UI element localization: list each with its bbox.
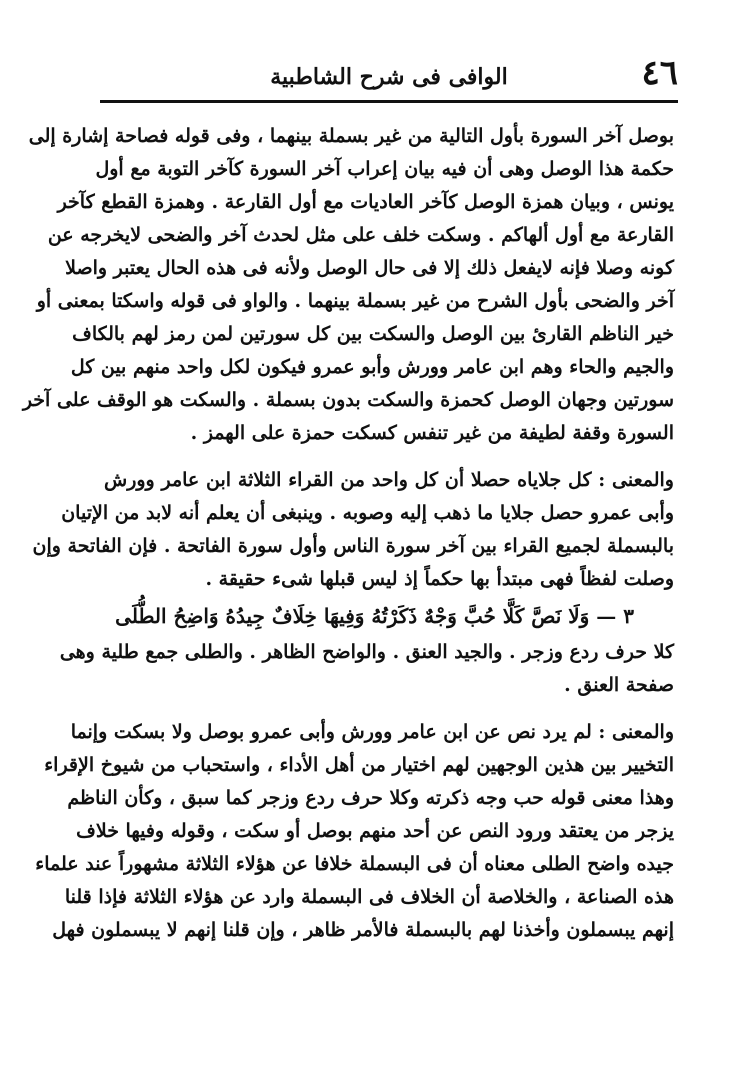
verse-line: [104, 596, 674, 636]
text-line: وهذا معنى قوله حب وجه ذكرته وكلا حرف ردع وزجر كما سبق ، وكأن الناظم: [67, 787, 674, 809]
paragraph-gap: [104, 702, 674, 716]
verse-hemistich-1: وَلَا نَصَّ كَلَّا حُبَّ وَجْهٌ ذَكَرْتُهُ: [371, 604, 590, 628]
text-line: خير الناظم القارئ بين الوصل والسكت بين كل سورتين لمن رمز لهم بالكاف: [72, 323, 674, 345]
text-line: بوصل آخر السورة بأول التالية من غير بسملة بينهما ، وفى قوله فصاحة إشارة إلى: [28, 125, 674, 147]
text-line: والمعنى : لم يرد نص عن ابن عامر وورش وأبى عمرو بوصل ولا بسكت وإنما: [70, 721, 674, 743]
text-line: كلا حرف ردع وزجر . والجيد العنق . والواضح الظاهر . والطلى جمع طلية وهى: [59, 641, 674, 663]
text-line: يونس ، وبيان همزة الوصل كآخر العاديات مع أول القارعة . وهمزة القطع كآخر: [57, 191, 674, 213]
paragraph-4: [35, 716, 674, 947]
text-line: القارعة مع أول ألهاكم . وسكت خلف على مثل لحدث آخر والضحى لايخرجه عن: [47, 224, 674, 246]
page-number: ٤٦: [641, 53, 678, 93]
text-line: وصلت لفظاً فهى مبتدأ بها حكماً إذ ليس قبلها شىء حقيقة .: [205, 568, 674, 590]
text-line: وأبى عمرو حصل جلايا ما ذهب إليه وصوبه . وينبغى أن يعلم أنه لابد من الإتيان: [61, 502, 674, 524]
text-line: كونه وصلا فإنه لايفعل ذلك إلا فى حال الوصل ولأنه فى هذه الحال يعتبر واصلا: [65, 257, 674, 279]
paragraph-1: [22, 120, 674, 450]
text-line: التخيير بين هذين الوجهين لهم اختيار من أهل الأداء ، واستحباب من شيوخ الإقراء: [44, 754, 674, 776]
paragraph-gap: [104, 450, 674, 464]
paragraph-2: [32, 464, 674, 596]
verse-hemistich-2: وَفِيهَا خِلَافٌ جِيدُهُ وَاضِحُ الطُّلَى: [115, 604, 365, 628]
header-rule: [100, 100, 678, 103]
text-line: آخر والضحى بأول الشرح من غير بسملة بينهما . والواو فى قوله واسكتا بمعنى أو: [36, 290, 674, 312]
text-line: هذه الصناعة ، والخلاصة أن الخلاف فى البسملة وارد عن هؤلاء الثلاثة فإذا قلنا: [64, 886, 674, 908]
text-line: يزجر من يعتقد ورود النص عن أحد منهم بوصل أو سكت ، وقوله وفيها خلاف: [76, 820, 674, 842]
text-line: صفحة العنق .: [564, 674, 674, 696]
text-line: السورة وقفة لطيفة من غير تنفس كسكت حمزة على الهمز .: [190, 422, 674, 444]
text-line: حكمة هذا الوصل وهى أن فيه بيان إعراب آخر السورة كآخر التوبة مع أول: [95, 158, 674, 180]
paragraph-3: [59, 636, 674, 702]
running-title: الوافى فى شرح الشاطبية: [270, 64, 508, 90]
text-line: بالبسملة لجميع القراء بين آخر سورة الناس وأول سورة الفاتحة . فإن الفاتحة وإن: [32, 535, 674, 557]
verse-number: ٣ —: [596, 604, 634, 628]
text-line: سورتين وجهان الوصل كحمزة والسكت بدون بسملة . والسكت هو الوقف على آخر: [22, 389, 674, 411]
body-text: [22, 120, 674, 947]
text-line: والمعنى : كل جلاياه حصلا أن كل واحد من القراء الثلاثة ابن عامر وورش: [104, 469, 674, 491]
text-line: جيده واضح الطلى معناه أن فى البسملة خلافا عن هؤلاء الثلاثة مشهوراً عند علماء: [35, 853, 674, 875]
page-header: [100, 53, 678, 100]
text-line: والجيم والحاء وهم ابن عامر وورش وأبو عمرو فيكون لكل واحد منهم بين كل: [70, 356, 674, 378]
text-line: إنهم يبسملون وأخذنا لهم بالبسملة فالأمر ظاهر ، وإن قلنا إنهم لا يبسملون فهل: [52, 919, 674, 941]
